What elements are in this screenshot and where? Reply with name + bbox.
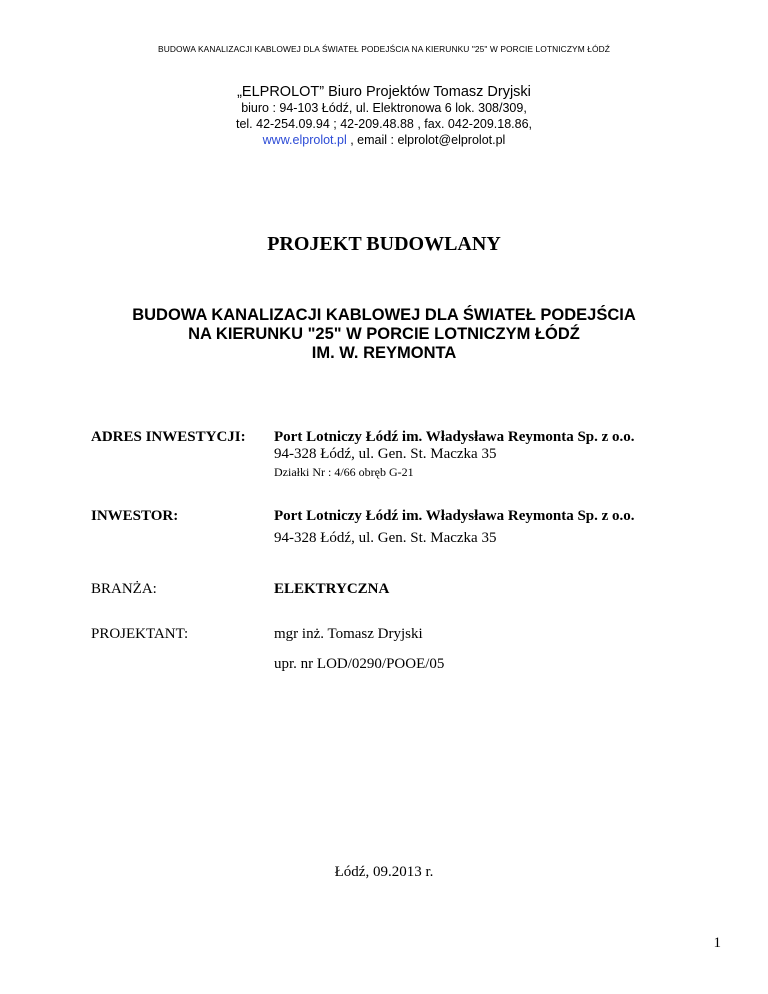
office-address: biuro : 94-103 Łódź, ul. Elektronowa 6 lok. 308/309, [241,101,527,115]
investment-address-line-1: Port Lotniczy Łódź im. Władysława Reymonta Sp. z o.o. [274,429,635,445]
title-line-2: NA KIERUNKU "25" W PORCIE LOTNICZYM ŁÓDŹ [188,325,580,343]
title-line-3: IM. W. REYMONTA [311,344,457,362]
office-phones: tel. 42-254.09.94 ; 42-209.48.88 , fax. 042-209.18.86, [235,117,533,131]
office-name: „ELPROLOT” Biuro Projektów Tomasz Dryjski [237,84,531,100]
branch-label: BRANŻA: [91,581,157,597]
investor-line-1: Port Lotniczy Łódź im. Władysława Reymonta Sp. z o.o. [274,508,635,524]
website-link[interactable]: www.elprolot.pl [262,133,347,147]
designer-license: upr. nr LOD/0290/POOE/05 [274,656,445,672]
investment-parcel: Działki Nr : 4/66 obręb G-21 [274,465,414,479]
investor-line-2: 94-328 Łódź, ul. Gen. St. Maczka 35 [274,530,497,546]
branch-value: ELEKTRYCZNA [274,581,390,597]
designer-label: PROJEKTANT: [91,626,189,642]
page-number: 1 [713,935,721,951]
place-date: Łódź, 09.2013 r. [334,864,434,880]
investor-label: INWESTOR: [91,508,179,524]
investment-address-label: ADRES INWESTYCJI: [91,429,246,445]
title-line-1: BUDOWA KANALIZACJI KABLOWEJ DLA ŚWIATEŁ PODEJŚCIA [132,306,636,324]
office-contact [0,133,768,147]
email-text: , email : elprolot@elprolot.pl [346,133,506,147]
designer-name: mgr inż. Tomasz Dryjski [274,626,423,642]
document-type: PROJEKT BUDOWLANY [267,233,501,255]
investment-address-line-2: 94-328 Łódź, ul. Gen. St. Maczka 35 [274,446,497,462]
running-header: BUDOWA KANALIZACJI KABLOWEJ DLA ŚWIATEŁ PODEJŚCIA NA KIERUNKU "25" W PORCIE LOTNICZYM ŁÓDŹ [158,44,610,54]
